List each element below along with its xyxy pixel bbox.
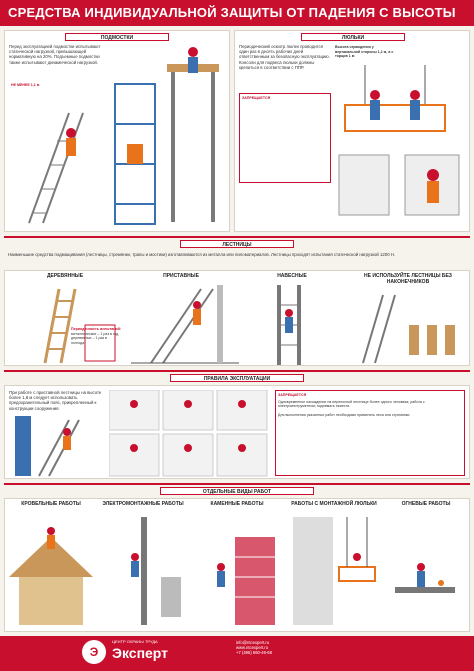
periodicity-metal: металлические – 1 раз в год, — [71, 331, 120, 336]
brand-name: Эксперт — [112, 645, 169, 661]
hot-work-label: ОГНЕВЫЕ РАБОТЫ — [401, 501, 451, 507]
wooden-ladders-label: ДЕРЕВЯННЫЕ — [46, 273, 84, 279]
cradle-fence-label: Высота ограждения у вертикальной стороны 1,2 м, а с торцов 1 м — [335, 45, 394, 58]
leaning-ladders-label: ПРИСТАВНЫЕ — [163, 273, 199, 279]
scaffolds-heading: ПОДМОСТКИ — [65, 33, 169, 41]
cradle-work-label: РАБОТЫ С МОНТАЖНОЙ ЛЮЛЬКИ — [291, 501, 377, 507]
periodicity-wood: деревянные – 1 раз в полгода. — [71, 336, 107, 345]
cradles-intro: Периодический осмотр люлек проводится один раз в десять рабочих дней ответственным за безопасную эксплуатацию. Консоли для подвеса люльки должны крепиться в соответствии с ППР. — [239, 44, 330, 70]
periodicity-title: Периодичность испытаний: — [71, 327, 121, 331]
hanging-ladders-label: НАВЕСНЫЕ — [277, 273, 307, 279]
cradles-heading: ЛЮЛЬКИ — [301, 33, 405, 41]
rules-panel — [4, 385, 470, 479]
rules-list: Одновременное нахождение на переносной лестнице более одного человека; работа с электроинструментом; поднимать тяжести. — [278, 399, 425, 408]
forbidden-ladders-label: НЕ ИСПОЛЬЗУЙТЕ ЛЕСТНИЦЫ БЕЗ НАКОНЕЧНИКОВ — [364, 273, 452, 285]
rules-footer: Для выполнения указанных работ необходимо применять леса или стремянки. — [278, 412, 411, 417]
contact-phone: +7 (495) 660-46-68 — [236, 650, 272, 656]
ladders-intro: Наименьшие средства подмащивания (лестницы, стремянки, трапы и мостики) изготавливаются из металла или пиломатериалов. Лестницы проходят испытания статической нагрузкой 1200 Н. — [8, 252, 396, 257]
scaffold-illustration — [107, 44, 227, 230]
min-height-label: НЕ МЕНЕЕ 1,1 м — [11, 83, 40, 87]
cradles-forbidden: ЗАПРЕЩАЕТСЯ — [242, 96, 271, 100]
rules-divider — [4, 370, 470, 372]
cradle-work-illustration — [289, 517, 379, 627]
ladders-heading: ЛЕСТНИЦЫ — [180, 240, 294, 248]
hanging-ladder-illustration — [247, 285, 343, 365]
scaffold-ladder-illustration — [9, 103, 105, 229]
rules-scenes-illustration — [109, 390, 269, 478]
ladder-types-panel — [4, 270, 470, 366]
title-bar — [0, 0, 474, 26]
contact-email: info@ntcexpert.ru — [236, 640, 270, 645]
rules-intro: При работе с приставной лестницы на высоте более 1,8 м следует использовать предохранительный пояс, прикрепленный к конструкции сооружения. — [9, 390, 102, 411]
work-divider — [4, 483, 470, 485]
electrical-label: ЭЛЕКТРОМОНТАЖНЫЕ РАБОТЫ — [102, 501, 184, 507]
masonry-label: КАМЕННЫЕ РАБОТЫ — [210, 501, 264, 507]
test-periodicity — [71, 327, 121, 345]
rules-ladder-illustration — [9, 416, 105, 478]
work-types-heading: ОТДЕЛЬНЫЕ ВИДЫ РАБОТ — [160, 487, 314, 495]
contact-site: www.ntcexpert.ru — [236, 645, 269, 651]
contacts — [236, 640, 272, 656]
poster-title: СРЕДСТВА ИНДИВИДУАЛЬНОЙ ЗАЩИТЫ ОТ ПАДЕНИЯ С ВЫСОТЫ — [8, 5, 456, 20]
rules-forbidden-title: ЗАПРЕЩАЕТСЯ — [278, 393, 307, 397]
cradles-panel — [234, 30, 470, 232]
hot-work-illustration — [385, 517, 467, 627]
ladder-tips-illustration — [349, 285, 467, 365]
masonry-illustration — [195, 517, 279, 627]
cradle-illustration — [335, 65, 467, 229]
ladders-divider — [4, 236, 470, 238]
cradles-warning-box — [239, 93, 331, 183]
scaffolds-panel — [4, 30, 230, 232]
rules-forbidden-box — [275, 390, 465, 476]
electrical-illustration — [101, 517, 185, 627]
rules-heading: ПРАВИЛА ЭКСПЛУАТАЦИИ — [170, 374, 304, 382]
roofing-illustration — [9, 517, 93, 627]
brand-subtitle: ЦЕНТР ОХРАНЫ ТРУДА — [112, 639, 158, 644]
work-types-panel — [4, 498, 470, 632]
company-logo: Э — [82, 640, 106, 664]
roofing-label: КРОВЕЛЬНЫЕ РАБОТЫ — [21, 501, 81, 507]
scaffolds-intro: Перед эксплуатацией подмостки испытывают статической нагрузкой, превышающей нормативную на 20%. Подъемные подмостки также испытывают динамической нагрузкой. — [9, 44, 101, 65]
wooden-ladder-illustration — [15, 285, 123, 365]
leaning-ladder-illustration — [131, 285, 239, 365]
